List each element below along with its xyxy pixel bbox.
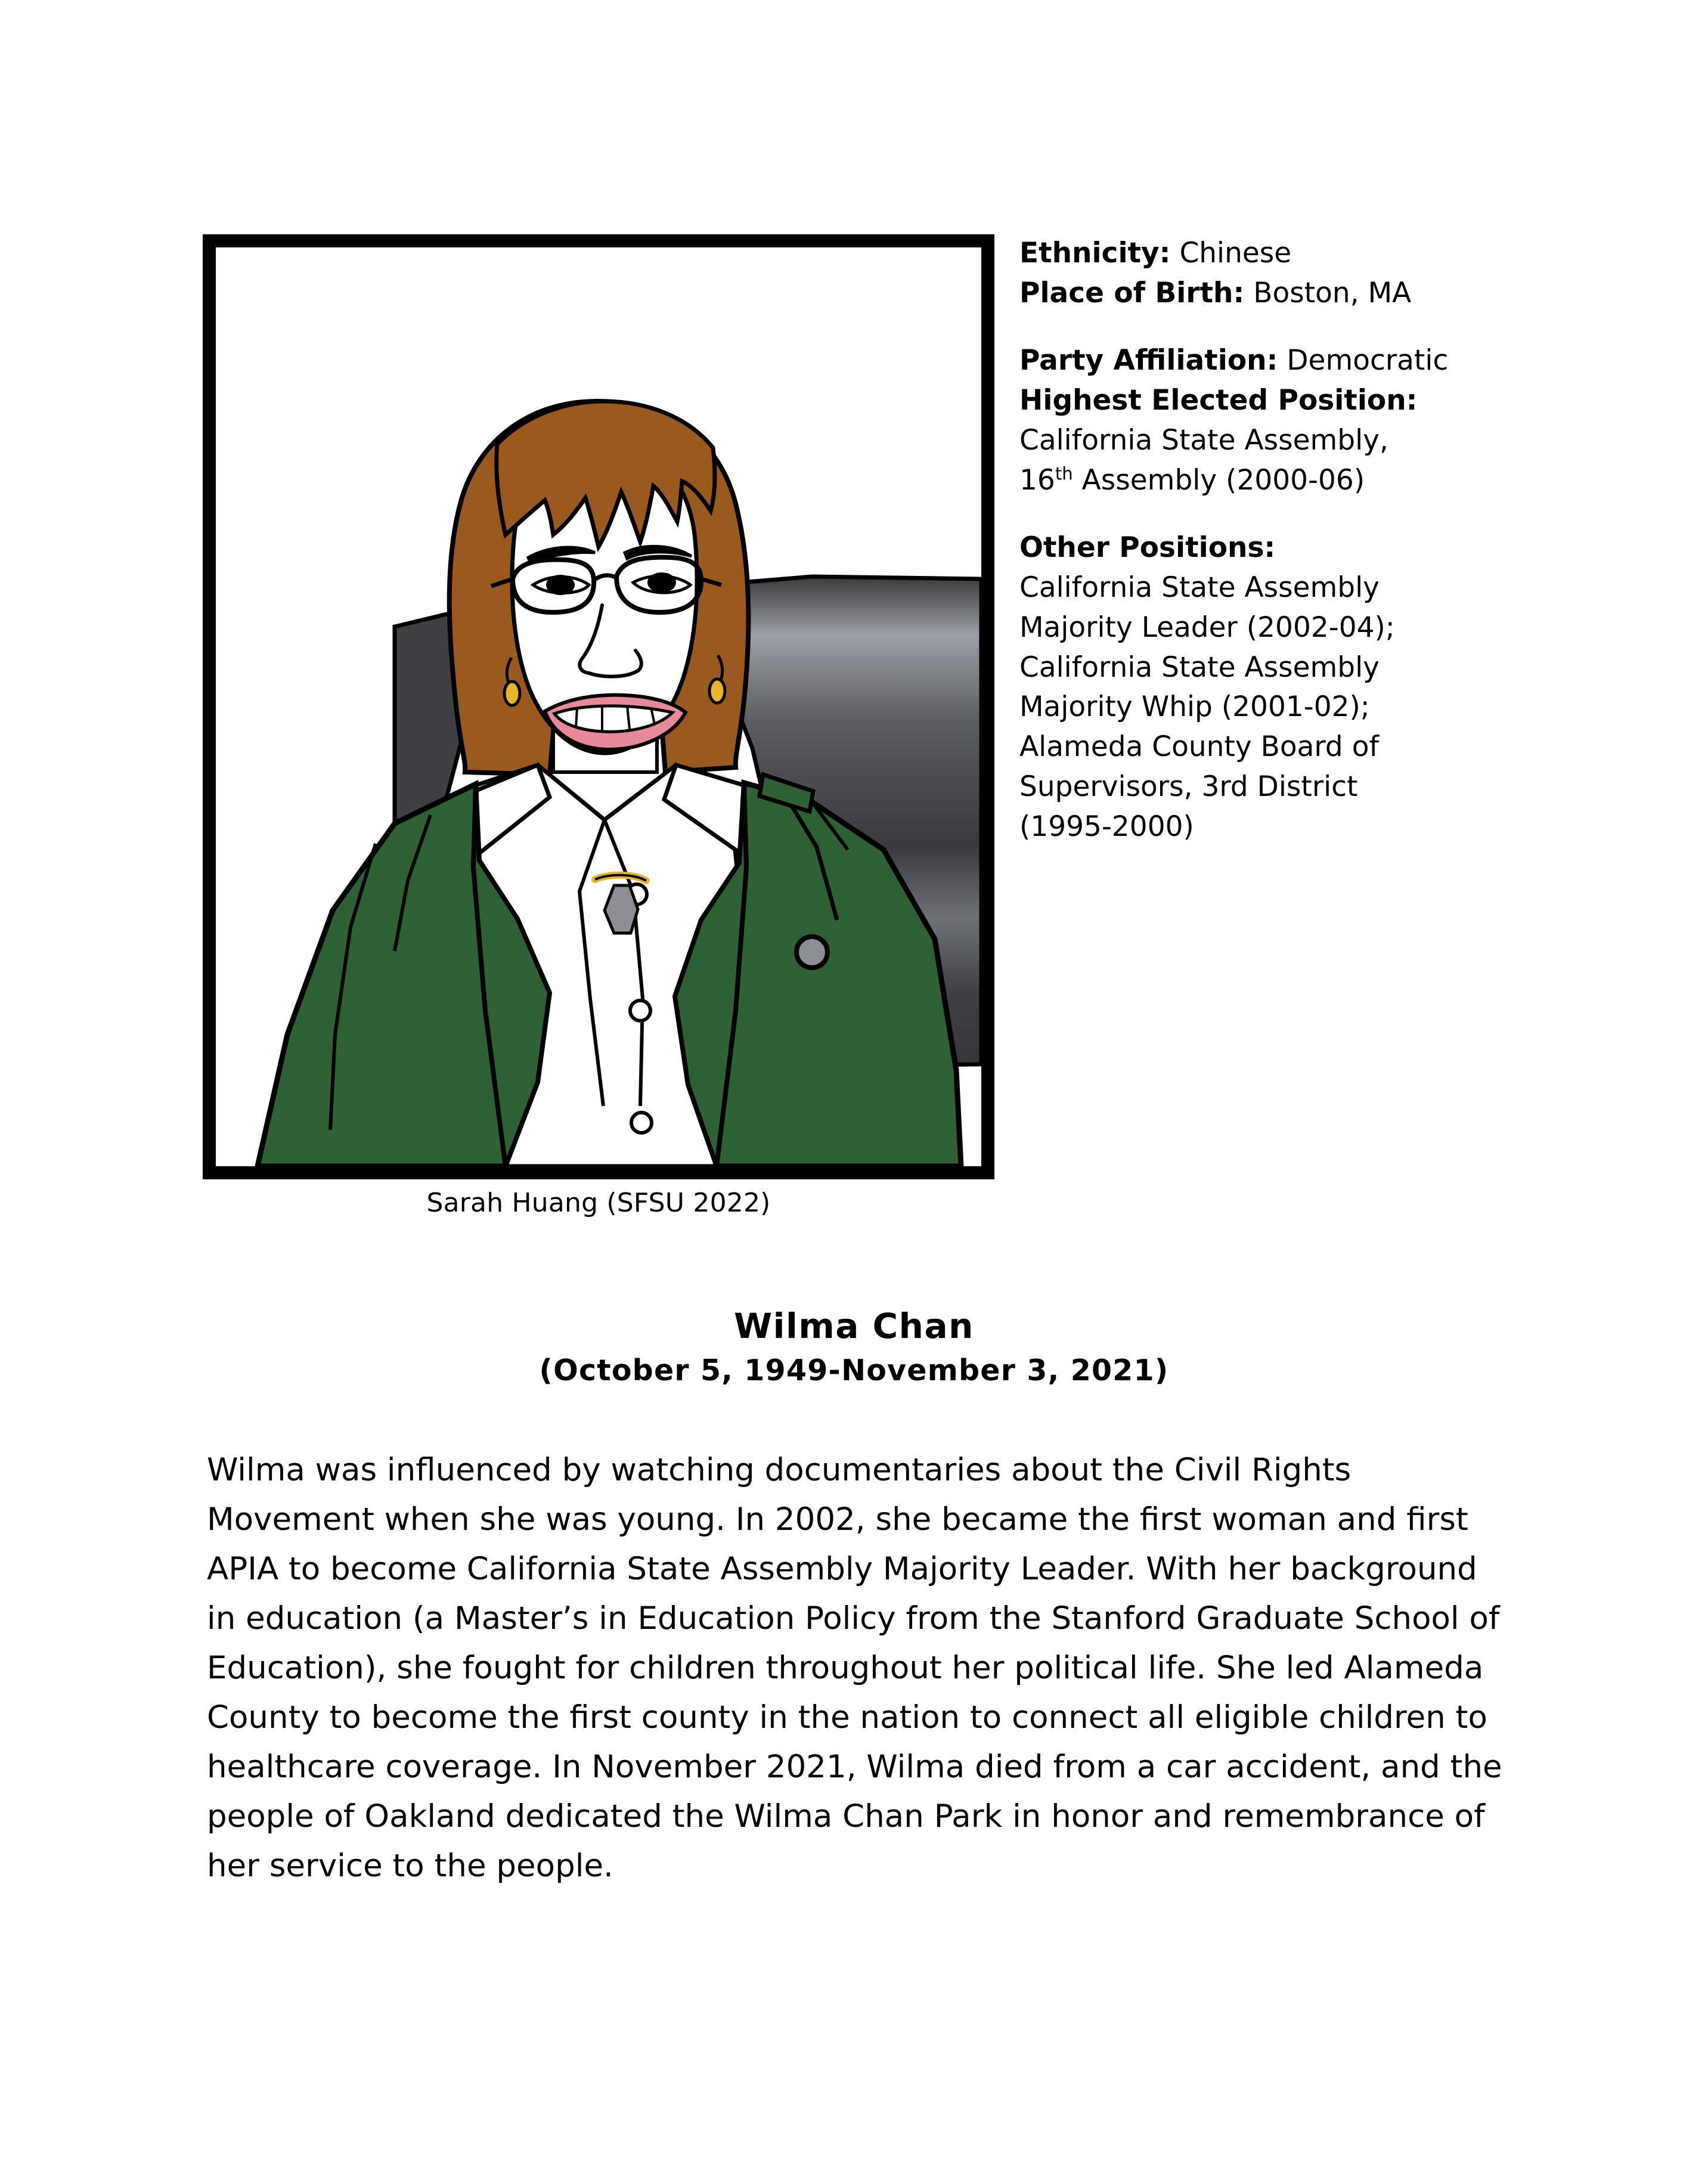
info-birthplace-label: Place of Birth: (1019, 276, 1245, 309)
info-other-position-line: Majority Whip (2001-02); (1019, 690, 1370, 724)
info-other-position-line: California State Assembly (1019, 650, 1380, 684)
info-highest-position-label-row (1019, 381, 1502, 421)
info-other-positions-label: Other Positions: (1019, 531, 1276, 565)
info-other-position-line: Alameda County Board of (1019, 730, 1379, 764)
info-party-label: Party Affiliation: (1019, 344, 1278, 377)
page-subtitle-dates: (October 5, 1949-November 3, 2021) (539, 1353, 1169, 1387)
biography-paragraph: Wilma was influenced by watching documentaries about the Civil Rights Movement when she was young. In 2002, she became the first woman and first APIA to become California State Assembly Majority Leader. With her background in education (a Master’s in Education Policy from the Stanford Graduate School of Education), she fought for children throughout her political life. She led Alameda County to become the first county in the nation to connect all eligible children to healthcare coverage. In November 2021, Wilma died from a car accident, and the people of Oakland dedicated the Wilma Chan Park in honor and remembrance of her service to the people. (207, 1452, 1502, 1884)
info-ethnicity (1019, 234, 1502, 274)
jacket-button (796, 937, 827, 968)
portrait-figure (203, 234, 994, 1218)
info-other-position-line: Majority Leader (2002-04); (1019, 611, 1395, 644)
portrait-frame (203, 234, 994, 1179)
info-birthplace-value: Boston, MA (1253, 276, 1412, 309)
info-other-position-line: Supervisors, 3rd District (1019, 770, 1358, 803)
portrait-caption: Sarah Huang (SFSU 2022) (426, 1188, 771, 1218)
info-ethnicity-label: Ethnicity: (1019, 237, 1171, 269)
title-block (0, 1306, 1708, 1389)
biography-info-column (1019, 234, 1502, 847)
wilma-chan-portrait-illustration (216, 247, 981, 1166)
info-party-value: Democratic (1287, 344, 1449, 377)
info-assembly-ordinal-suffix: th (1055, 463, 1073, 484)
info-other-position-line: (1995-2000) (1019, 810, 1194, 843)
info-birthplace (1019, 274, 1502, 314)
info-other-positions-label-row (1019, 528, 1502, 568)
info-spacer-1 (1019, 313, 1502, 341)
info-highest-position-line-2 (1019, 461, 1502, 501)
info-highest-position-label: Highest Elected Position: (1019, 384, 1418, 417)
page-title: Wilma Chan (734, 1306, 974, 1346)
info-ethnicity-value: Chinese (1179, 237, 1292, 269)
info-spacer-2 (1019, 500, 1502, 528)
info-other-position-line: California State Assembly (1019, 571, 1380, 605)
info-assembly-number: 16 (1019, 463, 1055, 497)
info-highest-position-line-1: California State Assembly, (1019, 423, 1388, 457)
info-assembly-term: Assembly (2000-06) (1072, 463, 1365, 497)
info-party (1019, 341, 1502, 381)
